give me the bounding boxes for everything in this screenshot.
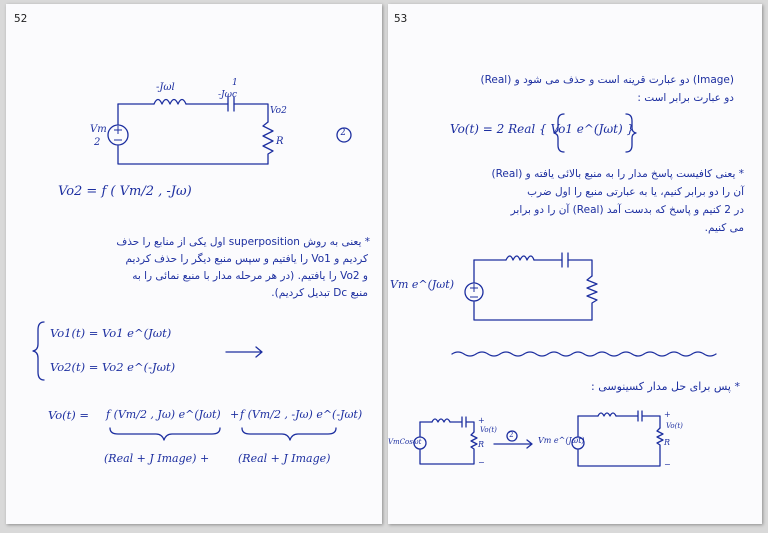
system-equation-2: Vo2(t) = Vo2 e^(-Jωt) — [50, 360, 176, 374]
paragraph-line-4: منبع Dc تبدیل کردیم). — [271, 287, 368, 299]
page-number: 52 — [14, 12, 28, 25]
output-voltage-label: Vo2 — [270, 106, 287, 116]
big-equation-plus: + — [230, 408, 240, 421]
source-label-den: 2 — [94, 137, 101, 148]
equation-vo2: Vo2 = f ( Vm/2 , -Jω) — [58, 184, 192, 199]
big-equation-lhs: Vo(t) = — [48, 408, 90, 422]
resistor-label: R — [276, 136, 284, 147]
big-equation-term-1: f (Vm/2 , Jω) e^(Jωt) — [106, 408, 221, 421]
system-equation-1: Vo1(t) = Vo1 e^(Jωt) — [50, 326, 172, 340]
paragraph-line-1: * یعنی به روش superposition اول یکی از منابع را حذف — [116, 236, 370, 248]
intro-line-1: (Image) دو عبارت قرینه است و حذف می شود و (Real) — [480, 74, 734, 86]
explanation-line-4: می کنیم. — [704, 222, 744, 234]
source-label-num: Vm — [90, 124, 107, 135]
bottom-left-plus: + — [478, 416, 485, 425]
paragraph-line-3: و Vo2 را یافتیم. (در هر مرحله مدار با منبع نمائی را به — [132, 270, 368, 282]
circled-number: 2 — [340, 128, 346, 138]
page-number: 53 — [394, 12, 408, 25]
explanation-line-3: در 2 کنیم و پاسخ که بدست آمد (Real) آن را دو برابر — [510, 204, 744, 216]
underbrace-label-1: (Real + J Image) + — [104, 452, 210, 465]
cosine-circuit-heading: * پس برای حل مدار کسینوسی : — [591, 380, 740, 393]
bottom-right-source-label: Vm e^(Jωt) — [538, 436, 585, 445]
intro-line-2: دو عبارت برابر است : — [637, 92, 734, 104]
underbrace-label-2: (Real + J Image) — [238, 452, 331, 465]
bottom-left-output-label: Vo(t) — [480, 426, 497, 434]
big-equation-term-2: f (Vm/2 , -Jω) e^(-Jωt) — [240, 408, 363, 421]
left-page — [6, 4, 382, 524]
capacitor-label-den: -Jωc — [218, 90, 238, 100]
equation-vo-lhs: Vo(t) = 2 Real { Vo1 e^(Jωt) } — [450, 122, 635, 136]
arrow-circled-number: 2 — [509, 431, 514, 439]
paragraph-line-2: کردیم و Vo1 را یافتیم و سپس منبع دیگر را حذف کردیم — [125, 253, 368, 265]
bottom-right-minus: − — [664, 460, 671, 469]
inductor-label: -Jωl — [156, 82, 175, 93]
underbraces — [6, 4, 382, 524]
bottom-left-source-label: VmCosωt — [388, 438, 422, 446]
explanation-line-2: آن را دو برابر کنیم، یا به عبارتی منبع را اول ضرب — [527, 186, 744, 198]
source-label: Vm e^(Jωt) — [390, 278, 454, 291]
capacitor-label-num: 1 — [232, 78, 238, 88]
bottom-left-minus: − — [478, 458, 485, 467]
bottom-circuits — [388, 4, 762, 524]
right-page — [388, 4, 762, 524]
bottom-right-plus: + — [664, 410, 671, 419]
bottom-right-resistor-label: R — [664, 438, 671, 447]
bottom-left-resistor-label: R — [478, 440, 485, 449]
explanation-line-1: * یعنی کافیست پاسخ مدار را به منبع بالائی یافته و (Real) — [491, 168, 744, 180]
bottom-right-output-label: Vo(t) — [666, 422, 683, 430]
